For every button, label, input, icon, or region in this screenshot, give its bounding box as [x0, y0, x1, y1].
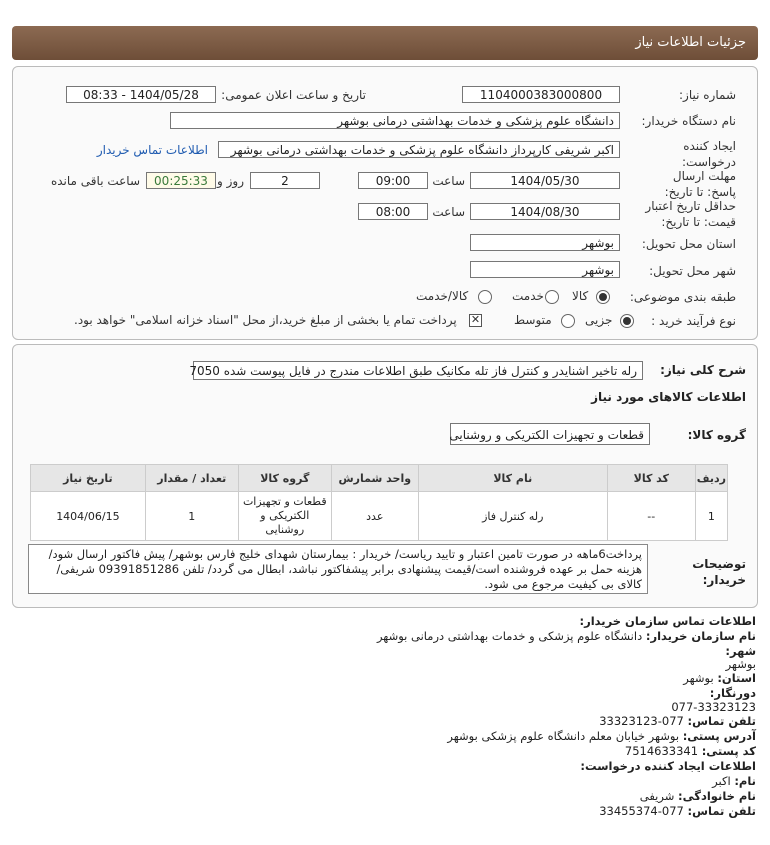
days-label: روز و [217, 174, 244, 188]
goods-table [30, 464, 728, 541]
summary-label: شرح کلی نیاز: [660, 363, 746, 377]
category-goods-service-radio[interactable] [478, 290, 492, 304]
process-label: نوع فرآیند خرید : [651, 314, 736, 328]
group-field: قطعات و تجهیزات الکتریکی و روشنایی [450, 423, 650, 445]
buyer-field: دانشگاه علوم پزشکی و خدمات بهداشتی درمانی بوشهر [170, 112, 620, 129]
contact-heading: اطلاعات تماس سازمان خریدار: [579, 614, 756, 628]
process-medium-label: متوسط [514, 313, 552, 327]
city-label: شهر محل تحویل: [649, 264, 736, 278]
announce-field: 1404/05/28 - 08:33 [66, 86, 216, 103]
contact-city-value: بوشهر [725, 657, 756, 671]
buyer-notes-field: پرداخت6ماهه در صورت تامین اعتبار و تایید ریاست/ خریدار : بیمارستان شهدای خلیج فارس بوشهر/ پیش فاکتور ارسال شود/ هزینه حمل بر عهده فروشنده است/قیمت پیشنهادی برابر پیشفاکتور نباشد، ابطال می گردد/ تلفن 09391851286 شریفی/ کالای بی کیفیت مرجوع می شود. [28, 544, 648, 594]
header-goods-name: نام کالا [418, 465, 607, 492]
announce-label: تاریخ و ساعت اعلان عمومی: [221, 88, 366, 102]
table-row [31, 492, 728, 541]
category-goods-label: کالا [572, 289, 589, 303]
need-number-label: شماره نیاز: [679, 88, 736, 102]
category-service-radio[interactable] [545, 290, 559, 304]
cell-goods-group: قطعات و تجهیزات الکتریکی و روشنایی [238, 492, 331, 541]
contact-city: شهر: [725, 644, 756, 658]
deadline-date-field: 1404/05/30 [470, 172, 620, 189]
validity-date-field: 1404/08/30 [470, 203, 620, 220]
deadline-hour-label: ساعت [432, 174, 465, 188]
creator-label: ایجاد کننده درخواست: [682, 139, 736, 169]
category-service-label: خدمت [512, 289, 544, 303]
contact-fax: دورنگار: [709, 686, 756, 700]
header-unit: واحد شمارش [331, 465, 418, 492]
city-field: بوشهر [470, 261, 620, 278]
deadline-time-field: 09:00 [358, 172, 428, 189]
contact-address: آدرس پستی: بوشهر خیابان معلم دانشگاه علوم پزشکی بوشهر [447, 729, 756, 743]
validity-hour-label: ساعت [432, 205, 465, 219]
buyer-label: نام دستگاه خریدار: [641, 114, 736, 128]
header-quantity: تعداد / مقدار [145, 465, 238, 492]
remaining-time-field: 00:25:33 [146, 172, 216, 189]
process-medium-radio[interactable] [561, 314, 575, 328]
contact-postal: کد پستی: 7514633341 [624, 744, 756, 758]
page-title-bar [12, 26, 758, 60]
deadline-label: مهلت ارسال پاسخ: تا تاریخ: [664, 169, 736, 199]
contact-org: نام سازمان خریدار: دانشگاه علوم پزشکی و خدمات بهداشتی درمانی بوشهر [376, 629, 756, 643]
need-number-field: 1104000383000800 [462, 86, 620, 103]
province-field: بوشهر [470, 234, 620, 251]
page-title: جزئیات اطلاعات نیاز [635, 35, 746, 50]
creator-field: اکبر شریفی کارپرداز دانشگاه علوم پزشکی و خدمات بهداشتی درمانی بوشهر [218, 141, 620, 158]
cell-goods-name: رله کنترل فاز [418, 492, 607, 541]
cell-unit: عدد [331, 492, 418, 541]
goods-heading: اطلاعات کالاهای مورد نیاز [591, 390, 746, 404]
treasury-note: پرداخت تمام یا بخشی از مبلغ خرید،از محل "اسناد خزانه اسلامی" خواهد بود. [74, 313, 457, 327]
cell-need-date: 1404/06/15 [31, 492, 146, 541]
header-row-number: ردیف [695, 465, 727, 492]
contact-province: استان: بوشهر [683, 671, 756, 685]
process-minor-label: جزیی [585, 313, 613, 327]
category-goods-service-label: کالا/خدمت [416, 289, 469, 303]
process-minor-radio[interactable] [620, 314, 634, 328]
treasury-checkbox[interactable]: ✕ [470, 313, 481, 326]
notes-label: توضیحات خریدار: [692, 557, 746, 587]
contact-phone: تلفن تماس: 077-33323123 [599, 714, 756, 728]
cell-quantity: 1 [145, 492, 238, 541]
days-field: 2 [250, 172, 320, 189]
creator-heading: اطلاعات ایجاد کننده درخواست: [580, 759, 756, 773]
buyer-contact-link[interactable]: اطلاعات تماس خریدار [96, 143, 208, 157]
header-need-date: تاریخ نیاز [31, 465, 146, 492]
table-header-row [31, 465, 728, 492]
summary-field: رله تاخیر اشنایدر و کنترل فاز تله مکانیک طبق اطلاعات مندرج در فایل پیوست شده 7050 [193, 361, 643, 380]
creator-name: نام: اکبر [712, 774, 756, 788]
province-label: استان محل تحویل: [641, 237, 736, 251]
group-label: گروه کالا: [687, 428, 746, 442]
creator-family: نام خانوادگی: شریفی [639, 789, 756, 803]
cell-goods-code: -- [607, 492, 695, 541]
creator-phone: تلفن تماس: 077-33455374 [599, 804, 756, 818]
validity-label: حداقل تاریخ اعتبار قیمت: تا تاریخ: [645, 199, 736, 229]
validity-time-field: 08:00 [358, 203, 428, 220]
category-label: طبقه بندی موضوعی: [629, 290, 736, 304]
header-goods-group: گروه کالا [238, 465, 331, 492]
cell-row-number: 1 [695, 492, 727, 541]
contact-fax-value: 077-33323123 [671, 700, 756, 714]
remaining-label: ساعت باقی مانده [50, 174, 140, 188]
category-goods-radio[interactable] [596, 290, 610, 304]
header-goods-code: کد کالا [607, 465, 695, 492]
